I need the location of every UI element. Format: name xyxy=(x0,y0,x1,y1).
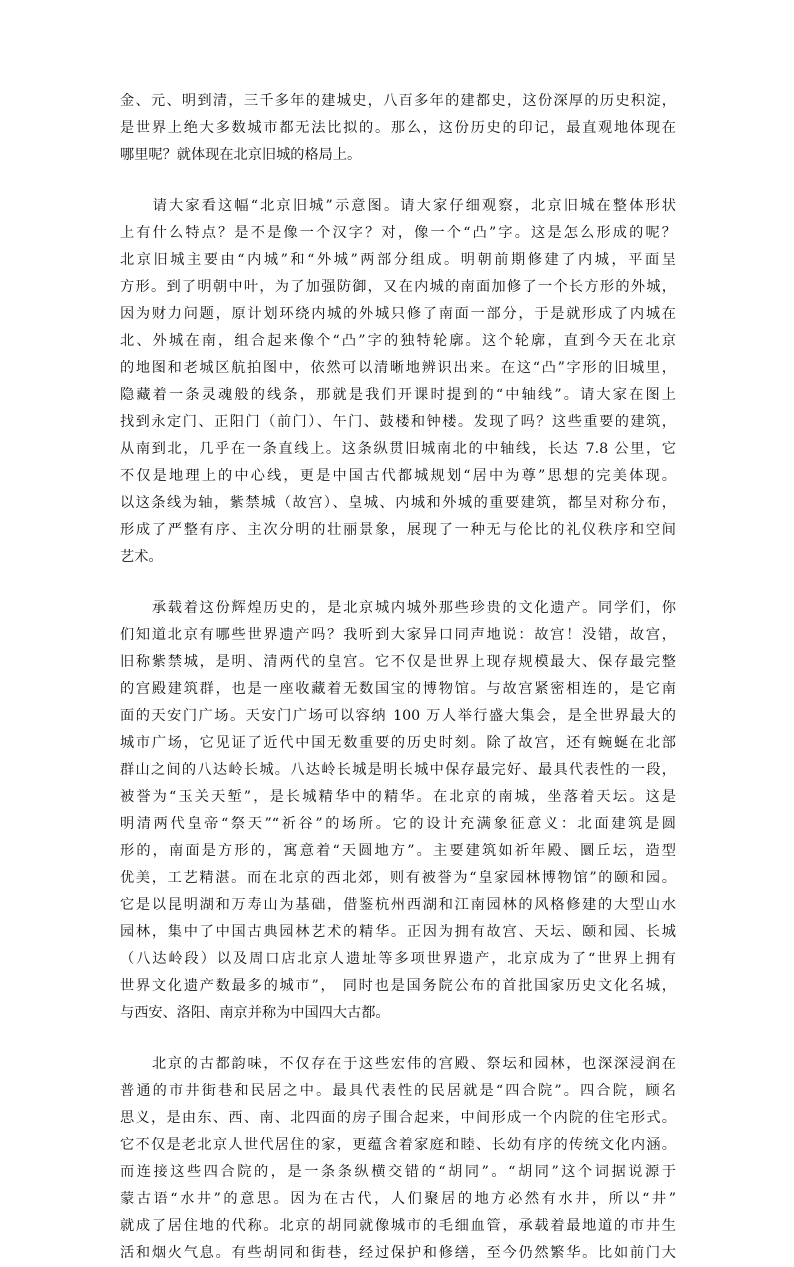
text-line: 与西安、洛阳、南京并称为中国四大古都。 xyxy=(120,1005,390,1021)
text-line: 以这条线为轴，紫禁城（故宫）、皇城、内城和外城的重要建筑，都呈对称分布， xyxy=(120,495,676,511)
paragraph-gap xyxy=(120,571,676,595)
text-line: 就成了居住地的代称。北京的胡同就像城市的毛细血管，承载着最地道的市井生 xyxy=(120,1218,676,1234)
text-line: 隐藏着一条灵魂般的线条，那就是我们开课时提到的“中轴线”。请大家在图上 xyxy=(120,387,676,403)
text-line: 活和烟火气息。有些胡同和街巷，经过保护和修缮，至今仍然繁华。比如前门大 xyxy=(120,1245,676,1261)
text-line: 哪里呢？就体现在北京旧城的格局上。 xyxy=(120,147,362,163)
text-line: 旧称紫禁城，是明、清两代的皇宫。它不仅是世界上现存规模最大、保存最完整 xyxy=(120,654,676,670)
text-line: 它是以昆明湖和万寿山为基础，借鉴杭州西湖和江南园林的风格修建的大型山水 xyxy=(120,897,676,913)
text-line: 思义，是由东、西、南、北四面的房子围合起来，中间形成一个内院的住宅形式。 xyxy=(120,1110,676,1126)
text-line: 世界文化遗产数最多的城市”， 同时也是国务院公布的首批国家历史文化名城， xyxy=(120,978,676,994)
paragraph-2 xyxy=(120,193,676,571)
text-line: 上有什么特点？是不是像一个汉字？对，像一个“凸”字。这是怎么形成的呢？ xyxy=(120,225,676,241)
text-line: 城市广场，它见证了近代中国无数重要的历史时刻。除了故宫，还有蜿蜒在北部 xyxy=(120,735,676,751)
text-line: 它不仅是老北京人世代居住的家，更蕴含着家庭和睦、长幼有序的传统文化内涵。 xyxy=(120,1137,676,1153)
paragraph-gap xyxy=(120,169,676,193)
paragraph-3 xyxy=(120,595,676,1027)
text-line: 金、元、明到清，三千多年的建城史，八百多年的建都史，这份深厚的历史积淀， xyxy=(120,93,676,109)
paragraph-1 xyxy=(120,88,676,169)
text-line: 承载着这份辉煌历史的，是北京城内城外那些珍贵的文化遗产。同学们，你 xyxy=(120,600,676,616)
text-line: 北、外城在南，组合起来像个“凸”字的独特轮廓。这个轮廓，直到今天在北京 xyxy=(120,333,676,349)
text-line: 们知道北京有哪些世界遗产吗？我听到大家异口同声地说：故宫！没错，故宫， xyxy=(120,627,676,643)
text-line: 优美，工艺精湛。而在北京的西北郊，则有被誉为“皇家园林博物馆”的颐和园。 xyxy=(120,870,676,886)
text-line: 面的天安门广场。天安门广场可以容纳 100 万人举行盛大集会，是全世界最大的 xyxy=(120,708,676,724)
paragraph-gap xyxy=(120,1027,676,1051)
text-line: 的地图和老城区航拍图中，依然可以清晰地辨识出来。在这“凸”字形的旧城里， xyxy=(120,360,676,376)
text-line: 从南到北，几乎在一条直线上。这条纵贯旧城南北的中轴线，长达 7.8 公里，它 xyxy=(120,441,676,457)
text-line: 因为财力问题，原计划环绕内城的外城只修了南面一部分，于是就形成了内城在 xyxy=(120,306,676,322)
text-line: 北京旧城主要由“内城”和“外城”两部分组成。明朝前期修建了内城，平面呈 xyxy=(120,252,676,268)
text-line: 不仅是地理上的中心线，更是中国古代都城规划“居中为尊”思想的完美体现。 xyxy=(120,468,676,484)
text-line: 艺术。 xyxy=(120,549,163,565)
text-line: 形成了严整有序、主次分明的壮丽景象，展现了一种无与伦比的礼仪秩序和空间 xyxy=(120,522,676,538)
body-text xyxy=(120,88,676,1267)
text-line: （八达岭段）以及周口店北京人遗址等多项世界遗产，北京成为了“世界上拥有 xyxy=(120,951,676,967)
text-line: 北京的古都韵味，不仅存在于这些宏伟的宫殿、祭坛和园林，也深深浸润在 xyxy=(120,1056,676,1072)
text-line: 而连接这些四合院的，是一条条纵横交错的“胡同”。“胡同”这个词据说源于 xyxy=(120,1164,676,1180)
text-line: 找到永定门、正阳门（前门）、午门、鼓楼和钟楼。发现了吗？这些重要的建筑， xyxy=(120,414,676,430)
text-line: 被誉为“玉关天堑”，是长城精华中的精华。在北京的南城，坐落着天坛。这是 xyxy=(120,789,676,805)
text-line: 明清两代皇帝“祭天”“祈谷”的场所。它的设计充满象征意义：北面建筑是圆 xyxy=(120,816,676,832)
text-line: 普通的市井街巷和民居之中。最具代表性的民居就是“四合院”。四合院，顾名 xyxy=(120,1083,676,1099)
paragraph-4 xyxy=(120,1051,676,1267)
text-line: 是世界上绝大多数城市都无法比拟的。那么，这份历史的印记，最直观地体现在 xyxy=(120,120,676,136)
text-line: 园林，集中了中国古典园林艺术的精华。正因为拥有故宫、天坛、颐和园、长城 xyxy=(120,924,676,940)
text-line: 方形。到了明朝中叶，为了加强防御，又在内城的南面加修了一个长方形的外城， xyxy=(120,279,676,295)
text-line: 蒙古语“水井”的意思。因为在古代，人们聚居的地方必然有水井，所以“井” xyxy=(120,1191,676,1207)
text-line: 的宫殿建筑群，也是一座收藏着无数国宝的博物馆。与故宫紧密相连的，是它南 xyxy=(120,681,676,697)
text-line: 形的，南面是方形的，寓意着“天圆地方”。主要建筑如祈年殿、圜丘坛，造型 xyxy=(120,843,676,859)
text-line: 群山之间的八达岭长城。八达岭长城是明长城中保存最完好、最具代表性的一段， xyxy=(120,762,676,778)
text-line: 请大家看这幅“北京旧城”示意图。请大家仔细观察，北京旧城在整体形状 xyxy=(120,198,676,214)
